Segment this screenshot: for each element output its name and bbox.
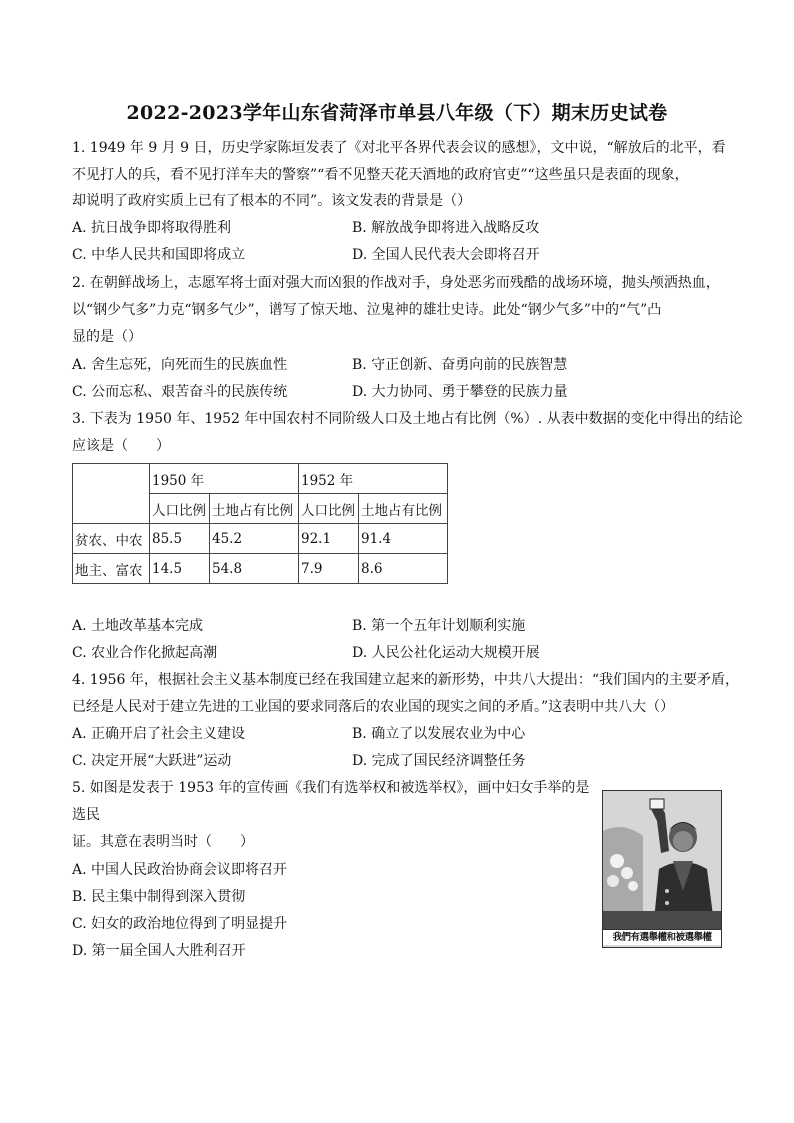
q2-option-b[interactable]: B. 守正创新、奋勇向前的民族智慧	[352, 357, 568, 373]
q4-option-b[interactable]: B. 确立了以发展农业为中心	[352, 726, 526, 742]
table-cell: 85.5	[150, 524, 210, 554]
table-subheader: 人口比例	[150, 494, 210, 524]
q1-line-3: 却说明了政府实质上已有了根本的不同”。该文发表的背景是（）	[72, 193, 472, 209]
table-corner-cell	[73, 464, 150, 524]
q3-option-c[interactable]: C. 农业合作化掀起高潮	[72, 645, 218, 661]
q2-line-2: 以“钢少气多”力克“钢多气少”，谱写了惊天地、泣鬼神的雄壮史诗。此处“钢少气多”中的“气”凸	[72, 302, 662, 318]
table-cell: 91.4	[359, 524, 448, 554]
q1-line-1: 1. 1949 年 9 月 9 日，历史学家陈垣发表了《对北平各界代表会议的感想》，文中说，“解放后的北平，看	[72, 140, 726, 156]
table-cell: 14.5	[150, 554, 210, 584]
q3-option-d[interactable]: D. 人民公社化运动大规模开展	[352, 645, 540, 661]
table-row	[73, 554, 448, 584]
table-row-label: 地主、富农	[73, 554, 150, 584]
q5-option-b[interactable]: B. 民主集中制得到深入贯彻	[72, 889, 246, 905]
table-subheader: 人口比例	[299, 494, 359, 524]
q1-option-b[interactable]: B. 解放战争即将进入战略反攻	[352, 220, 540, 236]
q5-line-1: 5. 如图是发表于 1953 年的宣传画《我们有选举权和被选举权》，画中妇女手举的是	[72, 780, 590, 796]
q3-line-1: 3. 下表为 1950 年、1952 年中国农村不同阶级人口及土地占有比例（%）. 从表中数据的变化中得出的结论	[72, 411, 743, 427]
table-row-label: 贫农、中农	[73, 524, 150, 554]
q4-option-d[interactable]: D. 完成了国民经济调整任务	[352, 753, 526, 769]
table-cell: 45.2	[210, 524, 299, 554]
table-row	[73, 524, 448, 554]
poster-illustration	[603, 791, 721, 947]
q5-option-a[interactable]: A. 中国人民政治协商会议即将召开	[72, 862, 288, 878]
exam-title: 2022-2023学年山东省菏泽市单县八年级（下）期末历史试卷	[126, 102, 668, 124]
q4-option-a[interactable]: A. 正确开启了社会主义建设	[72, 726, 246, 742]
table-year-1950: 1950 年	[150, 464, 299, 494]
q2-line-3: 显的是（）	[72, 329, 142, 345]
land-ratio-table	[72, 463, 448, 584]
q2-option-d[interactable]: D. 大力协同、勇于攀登的民族力量	[352, 384, 568, 400]
q3-option-b[interactable]: B. 第一个五年计划顺利实施	[352, 618, 526, 634]
q5-line-3: 证。其意在表明当时（ ）	[72, 834, 254, 850]
q2-option-c[interactable]: C. 公而忘私、艰苦奋斗的民族传统	[72, 384, 288, 400]
propaganda-poster-image	[602, 790, 722, 948]
q1-option-d[interactable]: D. 全国人民代表大会即将召开	[352, 247, 540, 263]
table-subheader: 土地占有比例	[359, 494, 448, 524]
q5-option-c[interactable]: C. 妇女的政治地位得到了明显提升	[72, 916, 288, 932]
q2-option-a[interactable]: A. 舍生忘死，向死而生的民族血性	[72, 357, 288, 373]
q5-option-d[interactable]: D. 第一届全国人大胜利召开	[72, 943, 246, 959]
table-row	[73, 464, 448, 494]
q5-line-2: 选民	[72, 807, 100, 823]
q1-option-a[interactable]: A. 抗日战争即将取得胜利	[72, 220, 232, 236]
q3-line-2: 应该是（ ）	[72, 438, 170, 454]
q1-line-2: 不见打人的兵，看不见打洋车夫的警察”“看不见整天花天酒地的政府官吏”“这些虽只是表面的现象，	[72, 167, 689, 183]
table-cell: 8.6	[359, 554, 448, 584]
q2-line-1: 2. 在朝鲜战场上，志愿军将士面对强大而凶狠的作战对手，身处恶劣而残酷的战场环境，抛头颅洒热血，	[72, 275, 720, 291]
table-year-1952: 1952 年	[299, 464, 448, 494]
q4-line-1: 4. 1956 年，根据社会主义基本制度已经在我国建立起来的新形势，中共八大提出：“我们国内的主要矛盾，	[72, 672, 740, 688]
poster-caption: 我們有選舉權和被選舉權	[603, 929, 721, 945]
q3-option-a[interactable]: A. 土地改革基本完成	[72, 618, 204, 634]
table-subheader: 土地占有比例	[210, 494, 299, 524]
q4-line-2: 已经是人民对于建立先进的工业国的要求同落后的农业国的现实之间的矛盾。”这表明中共八大（）	[72, 699, 675, 715]
table-cell: 54.8	[210, 554, 299, 584]
table-cell: 7.9	[299, 554, 359, 584]
q1-option-c[interactable]: C. 中华人民共和国即将成立	[72, 247, 246, 263]
table-cell: 92.1	[299, 524, 359, 554]
q4-option-c[interactable]: C. 决定开展“大跃进”运动	[72, 753, 232, 769]
